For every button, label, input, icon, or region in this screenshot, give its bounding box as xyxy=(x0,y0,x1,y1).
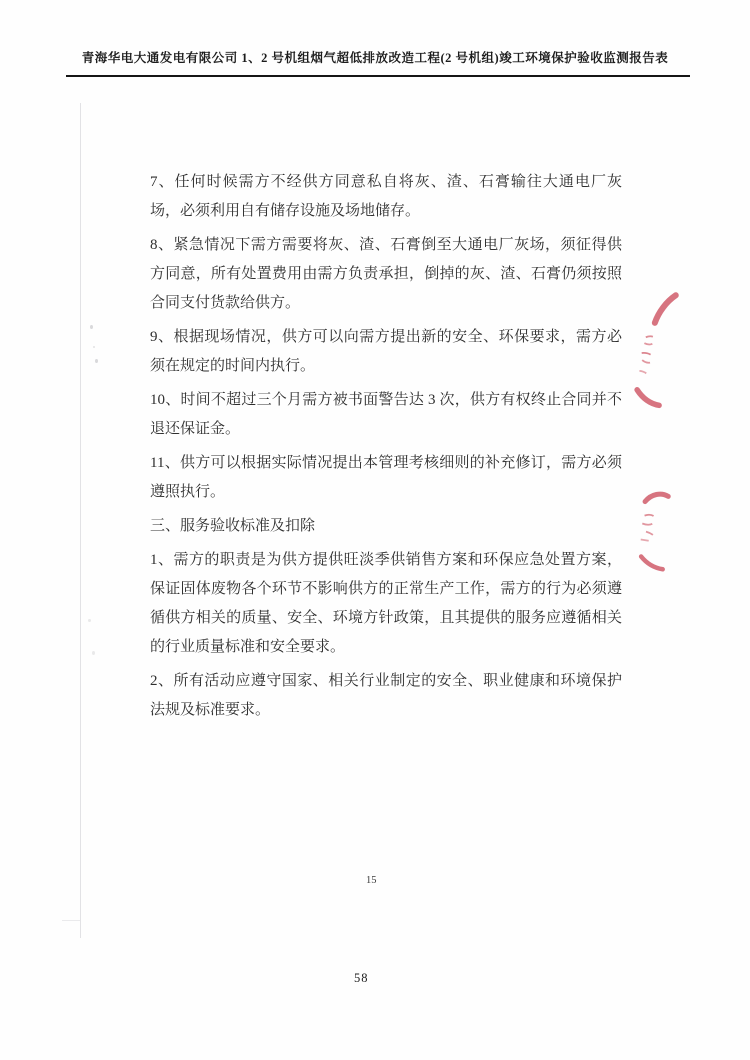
red-seal-stamp-fragment-upper xyxy=(632,287,680,411)
section-heading-three: 三、服务验收标准及扣除 xyxy=(150,518,316,534)
paragraph-item-11: 11、供方可以根据实际情况提出本管理考核细则的补充修订，需方必须遵照执行。 xyxy=(150,455,622,500)
scan-speckle xyxy=(93,346,95,348)
page-scan-edge-line xyxy=(80,103,81,938)
header-divider-line xyxy=(66,75,690,77)
paragraph-item-1: 1、需方的职责是为供方提供旺淡季供销售方案和环保应急处置方案，保证固体废物各个环节不影响供方的正常生产工作，需方的行为必须遵循供方相关的质量、安全、环境方针政策，且其提供的服务应遵循相关的行业质量标准和安全要求。 xyxy=(150,552,622,655)
paragraph-item-10: 10、时间不超过三个月需方被书面警告达 3 次，供方有权终止合同并不退还保证金。 xyxy=(150,392,622,437)
scan-speckle xyxy=(88,619,91,622)
document-header-title: 青海华电大通发电有限公司 1、2 号机组烟气超低排放改造工程(2 号机组)竣工环境保护验收监测报告表 xyxy=(81,51,669,65)
paragraph-item-7: 7、任何时候需方不经供方同意私自将灰、渣、石膏输往大通电厂灰场，必须利用自有储存设施及场地储存。 xyxy=(150,174,622,219)
scan-speckle xyxy=(92,651,95,655)
scan-speckle xyxy=(95,359,98,363)
paragraph-item-8: 8、紧急情况下需方需要将灰、渣、石膏倒至大通电厂灰场，须征得供方同意，所有处置费用由需方负责承担，倒掉的灰、渣、石膏仍须按照合同支付货款给供方。 xyxy=(150,237,622,311)
scan-speckle xyxy=(90,325,93,329)
paragraph-item-2: 2、所有活动应遵守国家、相关行业制定的安全、职业健康和环境保护法规及标准要求。 xyxy=(150,673,622,718)
footer-page-number: 58 xyxy=(354,971,369,985)
document-body xyxy=(150,168,622,725)
scan-artifact-mark xyxy=(62,920,80,921)
red-seal-stamp-fragment-lower xyxy=(634,485,677,578)
paragraph-item-9: 9、根据现场情况，供方可以向需方提出新的安全、环保要求，需方必须在规定的时间内执行。 xyxy=(150,329,622,374)
inner-page-number: 15 xyxy=(366,875,377,886)
